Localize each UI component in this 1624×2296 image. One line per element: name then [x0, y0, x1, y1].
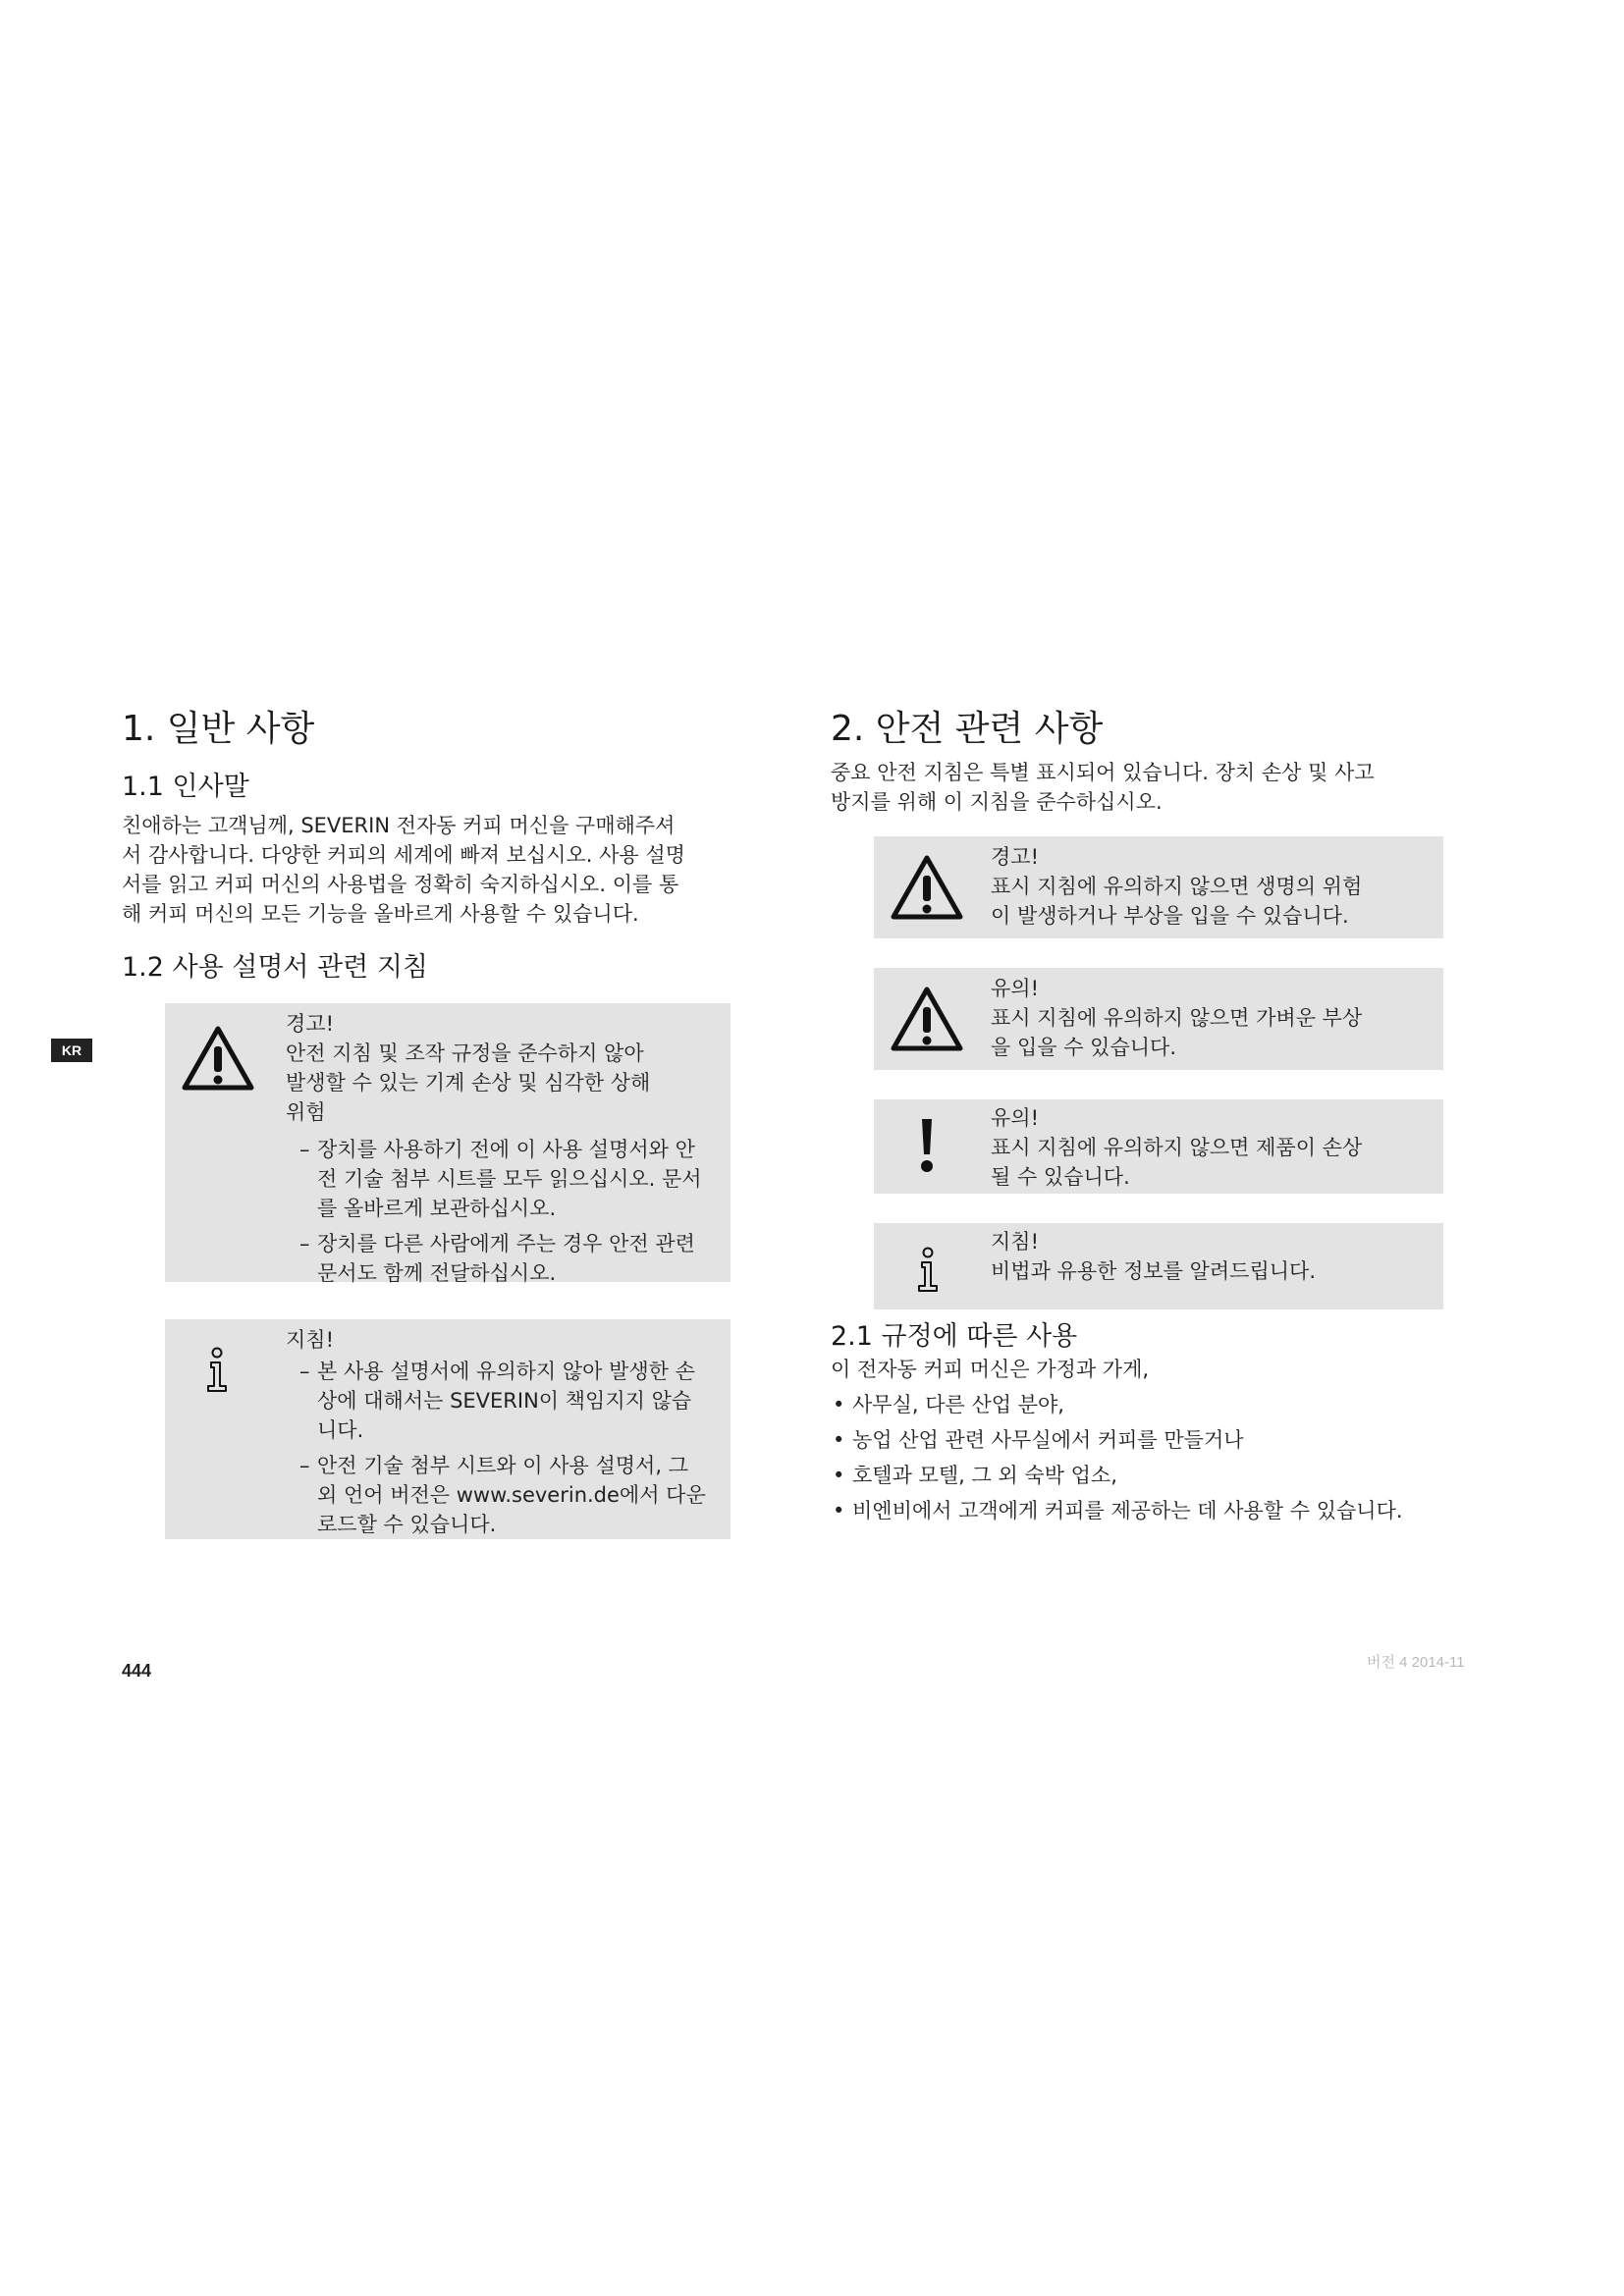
warning-title: 경고!	[286, 1012, 334, 1036]
caution-text-line: 표시 지침에 유의하지 않으면 가벼운 부상	[991, 1006, 1363, 1030]
warning-text-line: 표시 지침에 유의하지 않으면 생명의 위험	[991, 875, 1363, 898]
product-caution-title: 유의!	[991, 1106, 1039, 1130]
caution-triangle-icon	[890, 986, 964, 1052]
warning-title: 경고!	[991, 845, 1039, 869]
product-caution-text-line: 될 수 있습니다.	[991, 1165, 1130, 1189]
tip-box	[874, 1223, 1443, 1309]
warning-text-line: 위험	[286, 1100, 326, 1124]
warning-box	[165, 1003, 731, 1285]
caution-text-line: 을 입을 수 있습니다.	[991, 1036, 1176, 1059]
intended-use-item: • 비엔비에서 고객에게 커피를 제공하는 데 사용할 수 있습니다.	[831, 1496, 1453, 1525]
info-icon	[913, 1247, 943, 1294]
note-title: 지침!	[286, 1328, 334, 1352]
caution-title: 유의!	[991, 977, 1039, 1000]
intended-use-list	[831, 1390, 1459, 1525]
section-1-1-heading: 1.1 인사말	[122, 772, 249, 802]
info-icon	[202, 1347, 232, 1394]
warning-triangle-icon	[181, 1025, 255, 1092]
warning-instructions	[286, 1135, 718, 1288]
warning-text-line: 이 발생하거나 부상을 입을 수 있습니다.	[991, 904, 1349, 928]
language-tab: KR	[51, 1039, 92, 1062]
section-2-heading: 2. 안전 관련 사항	[831, 709, 1104, 749]
safety-intro-line: 중요 안전 지침은 특별 표시되어 있습니다. 장치 손상 및 사고	[831, 761, 1375, 784]
caution-box	[874, 968, 1443, 1070]
tip-title: 지침!	[991, 1230, 1039, 1254]
warning-box	[874, 836, 1443, 938]
greeting-line: 해 커피 머신의 모든 기능을 올바르게 사용할 수 있습니다.	[122, 902, 639, 926]
warning-text-line: 안전 지침 및 조작 규정을 준수하지 않아	[286, 1041, 644, 1065]
warning-instruction-item: – 장치를 다른 사람에게 주는 경우 안전 관련 문서도 함께 전달하십시오.	[299, 1229, 710, 1288]
exclamation-icon	[919, 1117, 935, 1174]
section-1-2-heading: 1.2 사용 설명서 관련 지침	[122, 952, 429, 983]
intended-use-item: • 농업 산업 관련 사무실에서 커피를 만들거나	[831, 1425, 1459, 1455]
product-caution-text-line: 표시 지침에 유의하지 않으면 제품이 손상	[991, 1136, 1363, 1159]
warning-text-line: 발생할 수 있는 기계 손상 및 심각한 상해	[286, 1071, 651, 1095]
safety-intro-line: 방지를 위해 이 지침을 준수하십시오.	[831, 790, 1163, 814]
greeting-line: 서를 읽고 커피 머신의 사용법을 정확히 숙지하십시오. 이를 통	[122, 873, 679, 896]
tip-text-line: 비법과 유용한 정보를 알려드립니다.	[991, 1259, 1316, 1283]
note-instructions	[286, 1357, 718, 1539]
greeting-line: 친애하는 고객님께, SEVERIN 전자동 커피 머신을 구매해주셔	[122, 814, 676, 837]
note-instruction-item: – 안전 기술 첨부 시트와 이 사용 설명서, 그 외 언어 버전은 www.severin.de에서 다운로드할 수 있습니다.	[299, 1451, 710, 1539]
intended-use-item: • 호텔과 모텔, 그 외 숙박 업소,	[831, 1461, 1459, 1490]
section-2-1-heading: 2.1 규정에 따른 사용	[831, 1321, 1078, 1352]
intended-use-intro: 이 전자동 커피 머신은 가정과 가게,	[831, 1358, 1150, 1381]
warning-instruction-item: – 장치를 사용하기 전에 이 사용 설명서와 안전 기술 첨부 시트를 모두 읽으십시오. 문서를 올바르게 보관하십시오.	[299, 1135, 710, 1223]
greeting-line: 서 감사합니다. 다양한 커피의 세계에 빠져 보십시오. 사용 설명	[122, 843, 685, 867]
note-box	[165, 1319, 731, 1539]
version-label: 버전 4 2014-11	[1367, 1654, 1465, 1671]
intended-use-item: • 사무실, 다른 산업 분야,	[831, 1390, 1459, 1419]
warning-triangle-icon	[890, 854, 964, 921]
note-instruction-item: – 본 사용 설명서에 유의하지 않아 발생한 손상에 대해서는 SEVERIN이 책임지지 않습니다.	[299, 1357, 710, 1445]
product-caution-box	[874, 1099, 1443, 1194]
section-1-1	[122, 770, 776, 929]
left-column	[122, 707, 776, 1539]
page-number: 444	[122, 1661, 152, 1681]
right-column	[831, 707, 1459, 1531]
section-1-heading: 1. 일반 사항	[122, 709, 315, 749]
